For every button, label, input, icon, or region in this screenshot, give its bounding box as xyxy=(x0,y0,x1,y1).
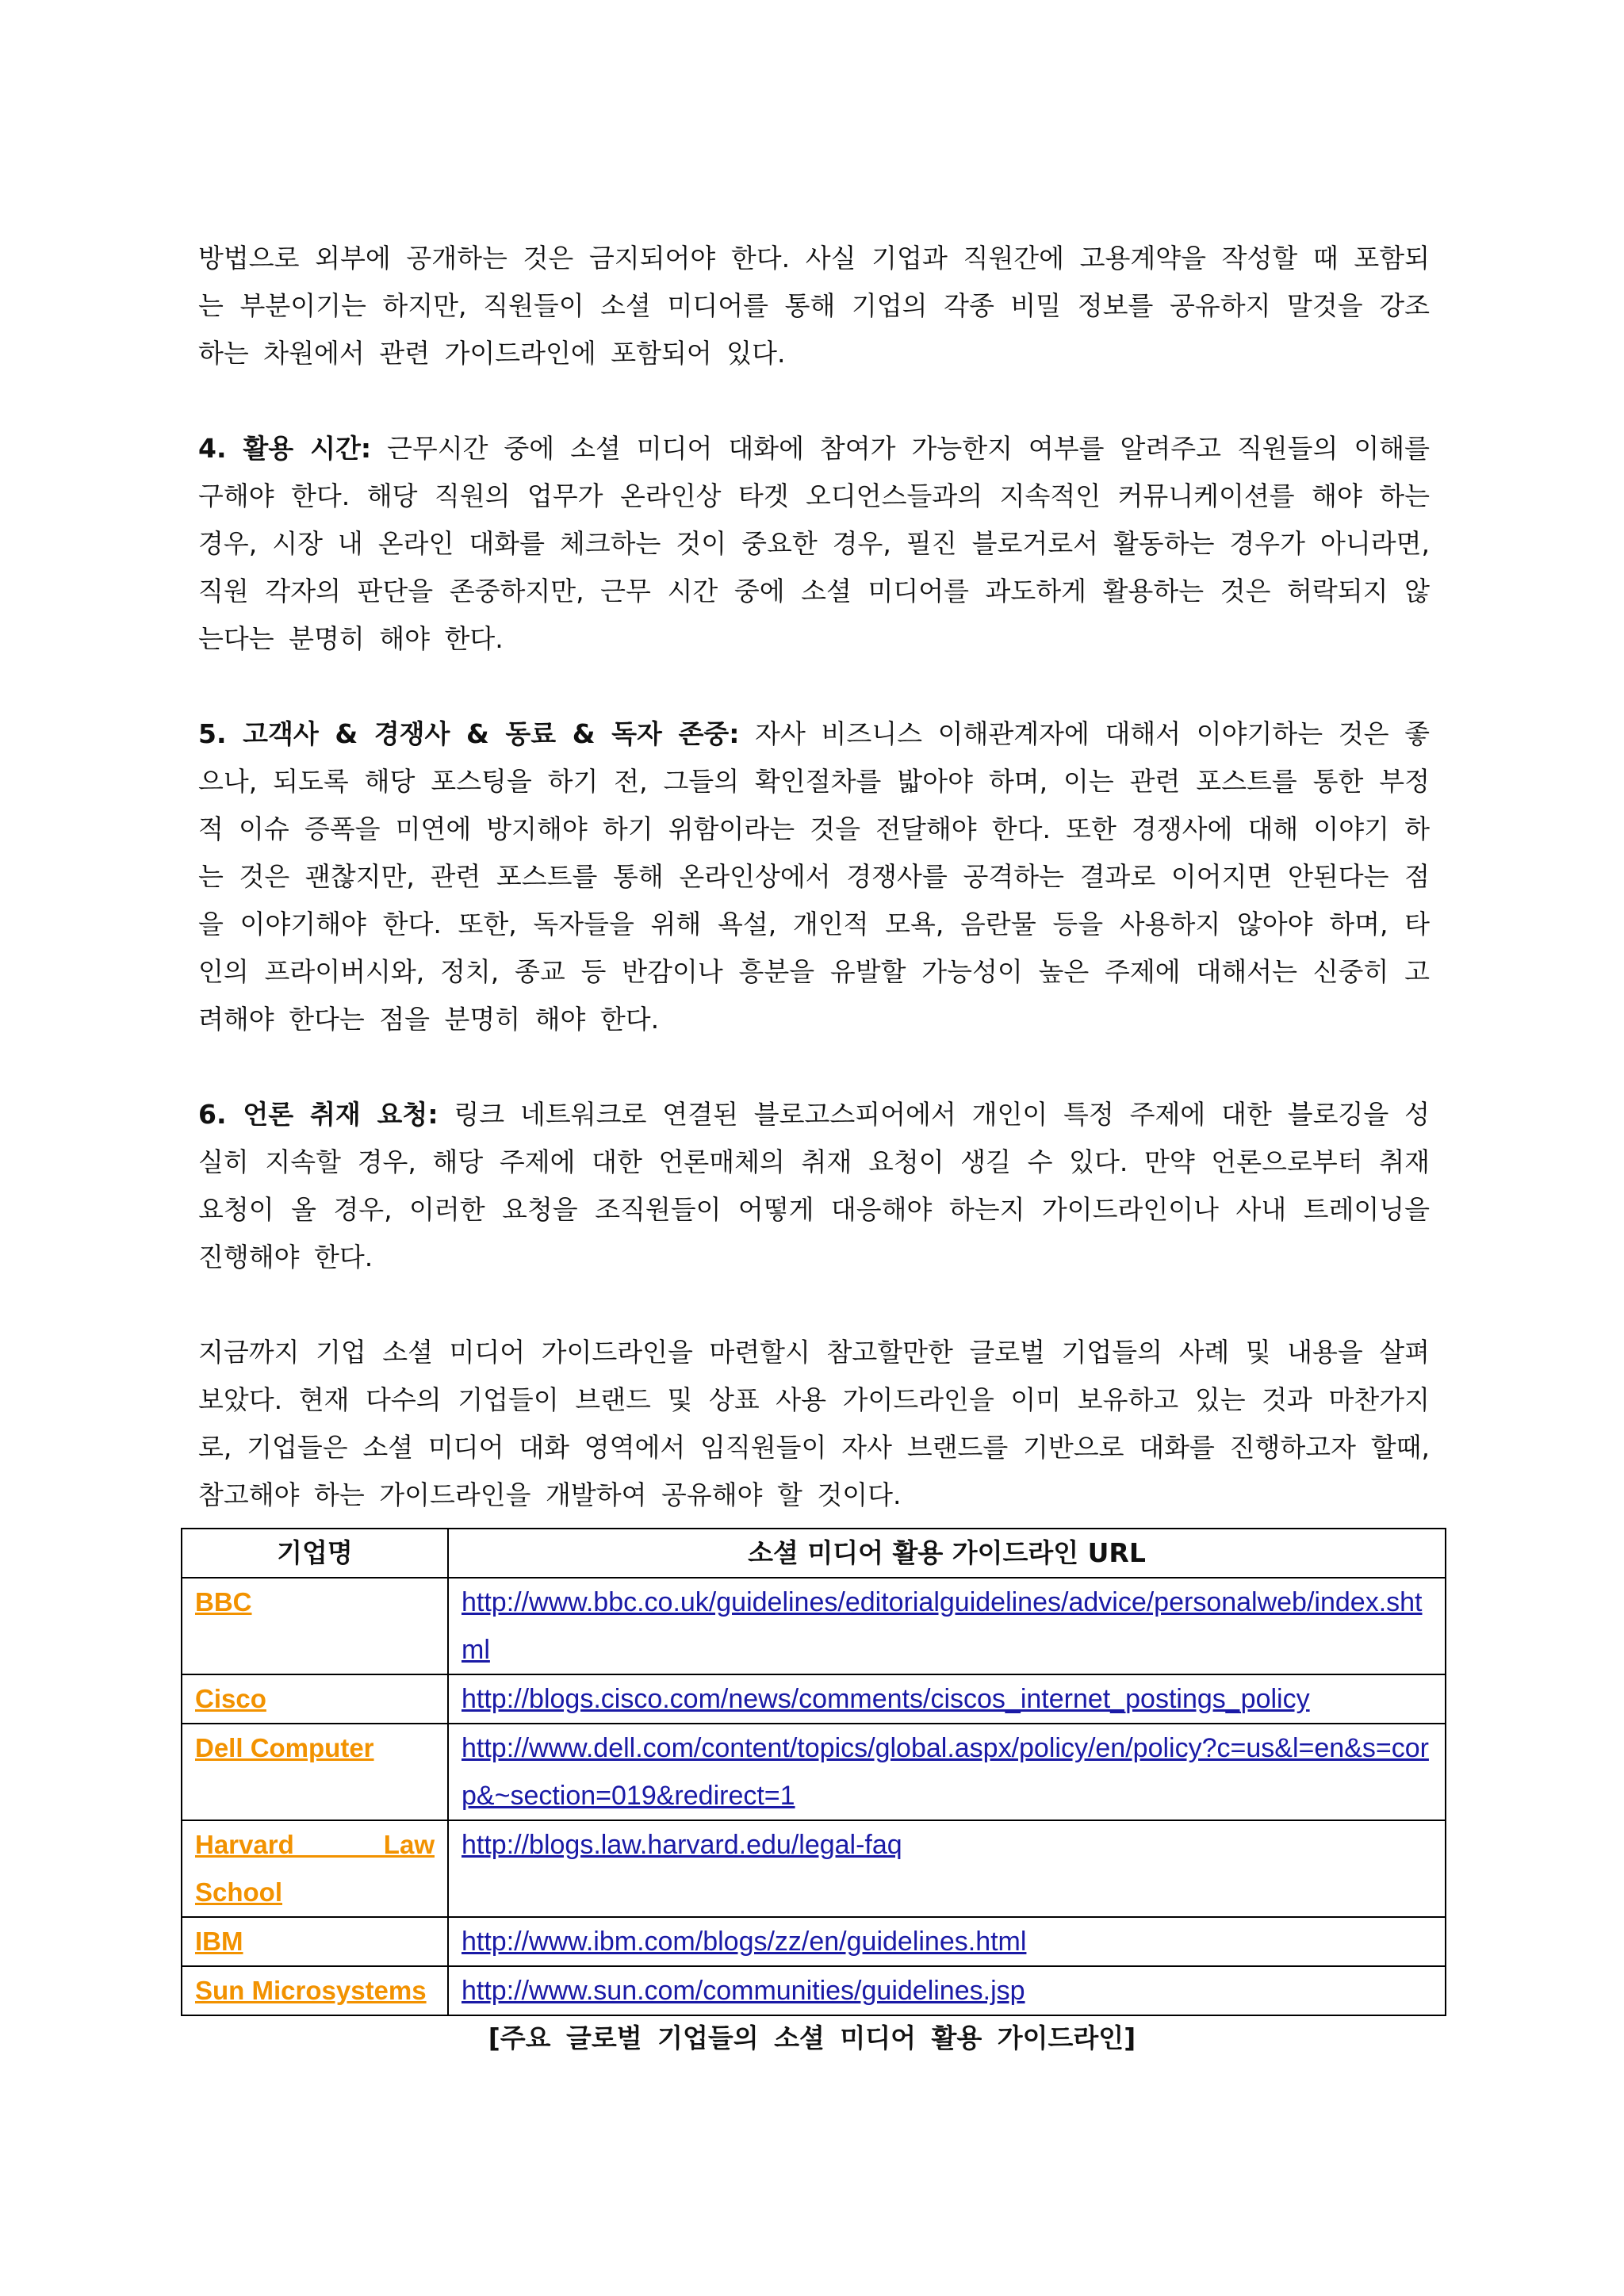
table-row xyxy=(182,1724,1446,1820)
column-header-url: 소셜 미디어 활용 가이드라인 URL xyxy=(448,1529,1446,1578)
company-name: Cisco xyxy=(195,1684,266,1713)
paragraph-intro-continued xyxy=(198,235,1430,377)
table-row xyxy=(182,1674,1446,1724)
table-caption: [주요 글로벌 기업들의 소셜 미디어 활용 가이드라인] xyxy=(488,2022,1136,2053)
company-cell xyxy=(182,1674,448,1724)
column-header-company: 기업명 xyxy=(182,1529,448,1578)
paragraph-text: 지금까지 기업 소셜 미디어 가이드라인을 마련할시 참고할만한 글로벌 기업들의 사례 및 내용을 살펴보았다. 현재 다수의 기업들이 브랜드 및 상표 사용 가이드라인을 이미 보유하고 있는 것과 마찬가지로, 기업들은 소셜 미디어 대화 영역에서 임직원들이 자사 브랜드를 기반으로 대화를 진행하고자 할때, 참고해야 하는 가이드라인을 개발하여 공유해야 할 것이다. xyxy=(198,1337,1430,1510)
body-text xyxy=(198,235,1430,1567)
paragraph-heading: 6. 언론 취재 요청: xyxy=(198,1099,439,1130)
paragraph-press-requests xyxy=(198,1091,1430,1281)
company-cell xyxy=(182,1917,448,1966)
guideline-link[interactable]: http://www.bbc.co.uk/guidelines/editorialguidelines/advice/personalweb/index.shtml xyxy=(462,1587,1423,1665)
guideline-link[interactable]: http://blogs.cisco.com/news/comments/ciscos_internet_postings_policy xyxy=(462,1684,1310,1714)
paragraph-usage-time xyxy=(198,425,1430,663)
url-cell xyxy=(448,1724,1446,1820)
url-cell xyxy=(448,1820,1446,1917)
company-name: Harvard Law School xyxy=(195,1830,435,1907)
company-cell xyxy=(182,1724,448,1820)
url-cell xyxy=(448,1578,1446,1674)
guideline-link[interactable]: http://blogs.law.harvard.edu/legal-faq xyxy=(462,1830,902,1860)
table-row xyxy=(182,1578,1446,1674)
paragraph-respect xyxy=(198,710,1430,1043)
guideline-link[interactable]: http://www.sun.com/communities/guidelines.jsp xyxy=(462,1976,1025,2006)
url-cell xyxy=(448,1674,1446,1724)
company-name: BBC xyxy=(195,1587,252,1617)
company-name: IBM xyxy=(195,1927,243,1956)
url-cell xyxy=(448,1917,1446,1966)
table-row xyxy=(182,1966,1446,2015)
guideline-link[interactable]: http://www.dell.com/content/topics/global.aspx/policy/en/policy?c=us&l=en&s=corp&~section=019&redirect=1 xyxy=(462,1733,1429,1811)
paragraph-text: 방법으로 외부에 공개하는 것은 금지되어야 한다. 사실 기업과 직원간에 고용계약을 작성할 때 포함되는 부분이기는 하지만, 직원들이 소셜 미디어를 통해 기업의 각종 비밀 정보를 공유하지 말것을 강조하는 차원에서 관련 가이드라인에 포함되어 있다. xyxy=(198,243,1430,369)
company-cell xyxy=(182,1966,448,2015)
guidelines-table xyxy=(181,1528,1446,2016)
paragraph-text: 자사 비즈니스 이해관계자에 대해서 이야기하는 것은 좋으나, 되도록 해당 포스팅을 하기 전, 그들의 확인절차를 밟아야 하며, 이는 관련 포스트를 통한 부정적 이슈 증폭을 미연에 방지해야 하기 위함이라는 것을 전달해야 한다. 또한 경쟁사에 대해 이야기 하는 것은 괜찮지만, 관련 포스트를 통해 온라인상에서 경쟁사를 공격하는 결과로 이어지면 안된다는 점을 이야기해야 한다. 또한, 독자들을 위해 욕설, 개인적 모욕, 음란물 등을 사용하지 않아야 하며, 타인의 프라이버시와, 정치, 종교 등 반감이나 흥분을 유발할 가능성이 높은 주제에 대해서는 신중히 고려해야 한다는 점을 분명히 해야 한다. xyxy=(198,718,1430,1035)
company-name: Dell Computer xyxy=(195,1733,374,1762)
url-cell xyxy=(448,1966,1446,2015)
company-cell xyxy=(182,1820,448,1917)
paragraph-heading: 4. 활용 시간: xyxy=(198,433,372,464)
paragraph-heading: 5. 고객사 & 경쟁사 & 동료 & 독자 존중: xyxy=(198,718,740,749)
company-cell xyxy=(182,1578,448,1674)
table-row xyxy=(182,1820,1446,1917)
table-row xyxy=(182,1917,1446,1966)
guideline-link[interactable]: http://www.ibm.com/blogs/zz/en/guidelines.html xyxy=(462,1927,1027,1957)
paragraph-text: 근무시간 중에 소셜 미디어 대화에 참여가 가능한지 여부를 알려주고 직원들의 이해를 구해야 한다. 해당 직원의 업무가 온라인상 타겟 오디언스들과의 지속적인 커뮤니케이션를 해야 하는 경우, 시장 내 온라인 대화를 체크하는 것이 중요한 경우, 필진 블로거로서 활동하는 경우가 아니라면, 직원 각자의 판단을 존중하지만, 근무 시간 중에 소셜 미디어를 과도하게 활용하는 것은 허락되지 않는다는 분명히 해야 한다. xyxy=(198,433,1430,654)
table-header-row xyxy=(182,1529,1446,1578)
paragraph-conclusion xyxy=(198,1329,1430,1519)
paragraph-text: 링크 네트워크로 연결된 블로고스피어에서 개인이 특정 주제에 대한 블로깅을 성실히 지속할 경우, 해당 주제에 대한 언론매체의 취재 요청이 생길 수 있다. 만약 언론으로부터 취재 요청이 올 경우, 이러한 요청을 조직원들이 어떻게 대응해야 하는지 가이드라인이나 사내 트레이닝을 진행해야 한다. xyxy=(198,1099,1430,1272)
company-name: Sun Microsystems xyxy=(195,1976,427,2005)
